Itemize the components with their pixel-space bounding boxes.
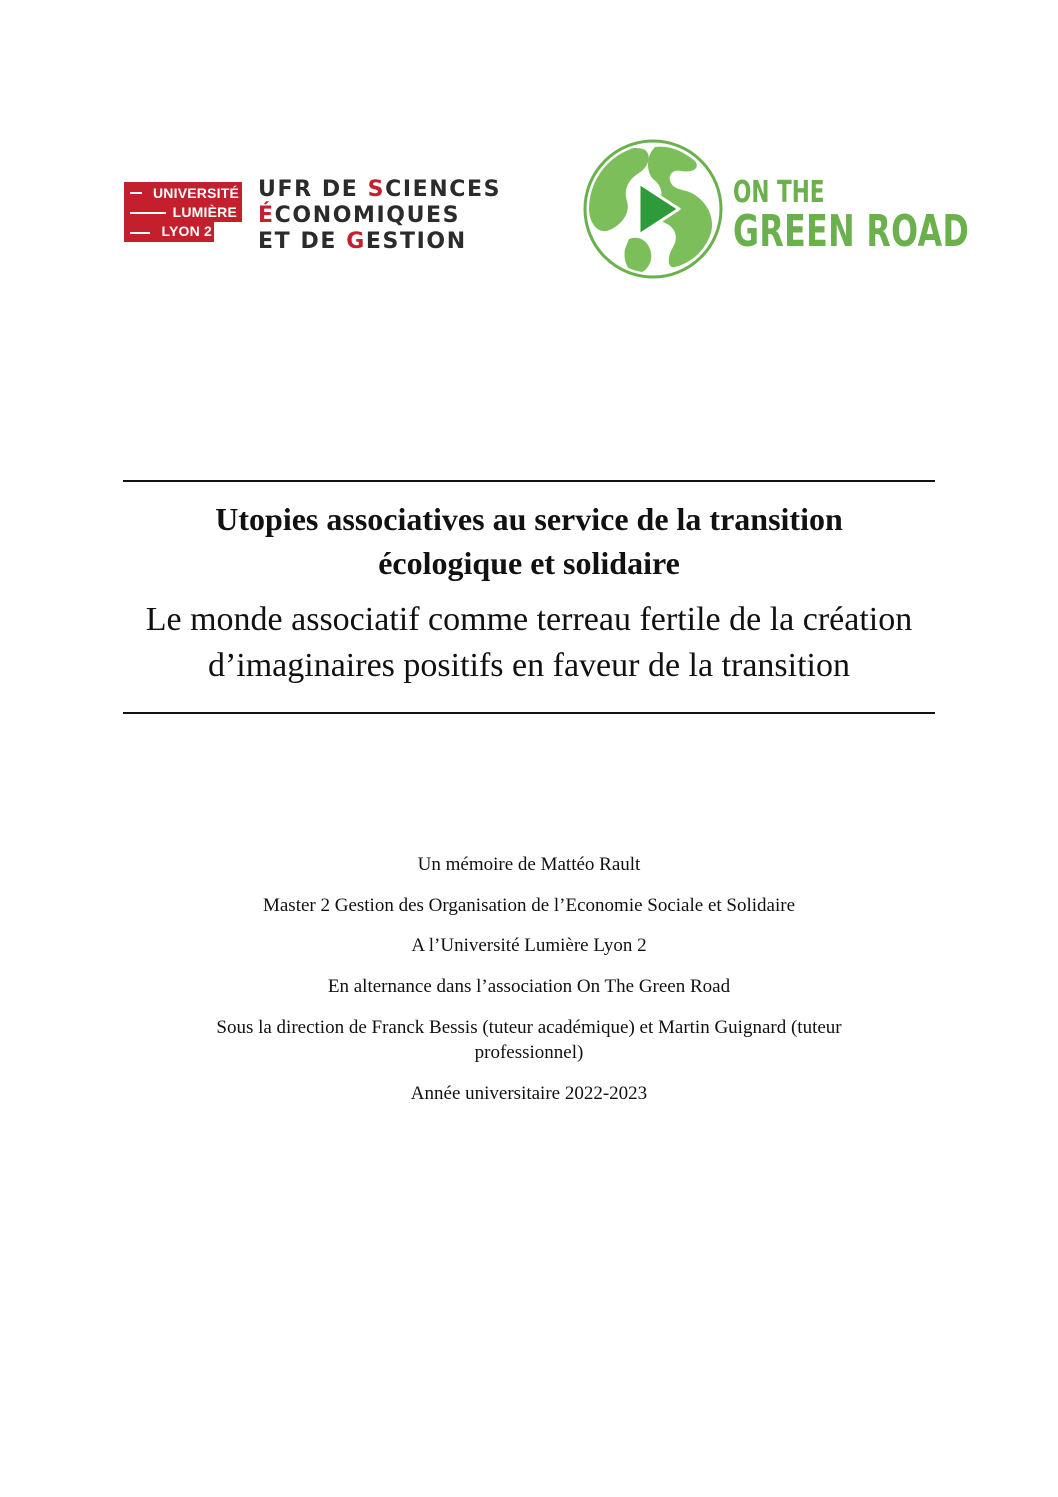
degree-line: Master 2 Gestion des Organisation de l’Economie Sociale et Solidaire (262, 895, 796, 916)
faculty-line-2: ÉCONOMIQUES (258, 203, 461, 228)
badge-line-3: LYON 2 (161, 223, 212, 239)
university-logo (124, 177, 502, 256)
thesis-subtitle (123, 597, 935, 689)
association-logo (583, 139, 970, 279)
faculty-line-1: UFR DE SCIENCES (258, 177, 502, 202)
thesis-title-line-1: Utopies associatives au service de la transition (215, 501, 843, 537)
association-name (733, 177, 969, 255)
thesis-subtitle-line-2: d’imaginaires positifs en faveur de la transition (207, 647, 851, 684)
thesis-title-line-2: écologique et solidaire (378, 545, 680, 581)
work-study-line: En alternance dans l’association On The Green Road (327, 976, 731, 997)
university-line: A l’Université Lumière Lyon 2 (411, 935, 647, 956)
faculty-name (258, 177, 501, 255)
supervision-line-2: professionnel) (474, 1042, 584, 1063)
title-bottom-rule (123, 712, 935, 714)
faculty-line-3: ET DE GESTION (258, 229, 467, 254)
association-name-line-1: ON THE (733, 175, 825, 210)
association-name-line-2: GREEN ROAD (733, 206, 970, 257)
thesis-subtitle-line-1: Le monde associatif comme terreau fertile de la création (145, 601, 913, 638)
author-line: Un mémoire de Mattéo Rault (417, 854, 641, 875)
globe-play-icon (583, 139, 723, 279)
title-top-rule (123, 480, 935, 482)
supervision-line-1: Sous la direction de Franck Bessis (tuteur académique) et Martin Guignard (tuteur (216, 1017, 842, 1038)
academic-year-line: Année universitaire 2022-2023 (410, 1083, 648, 1104)
badge-line-1: UNIVERSITÉ (152, 185, 239, 201)
supervision-line (170, 1015, 888, 1065)
thesis-title (123, 497, 935, 585)
badge-line-2: LUMIÈRE (172, 204, 237, 220)
university-badge (124, 182, 242, 242)
